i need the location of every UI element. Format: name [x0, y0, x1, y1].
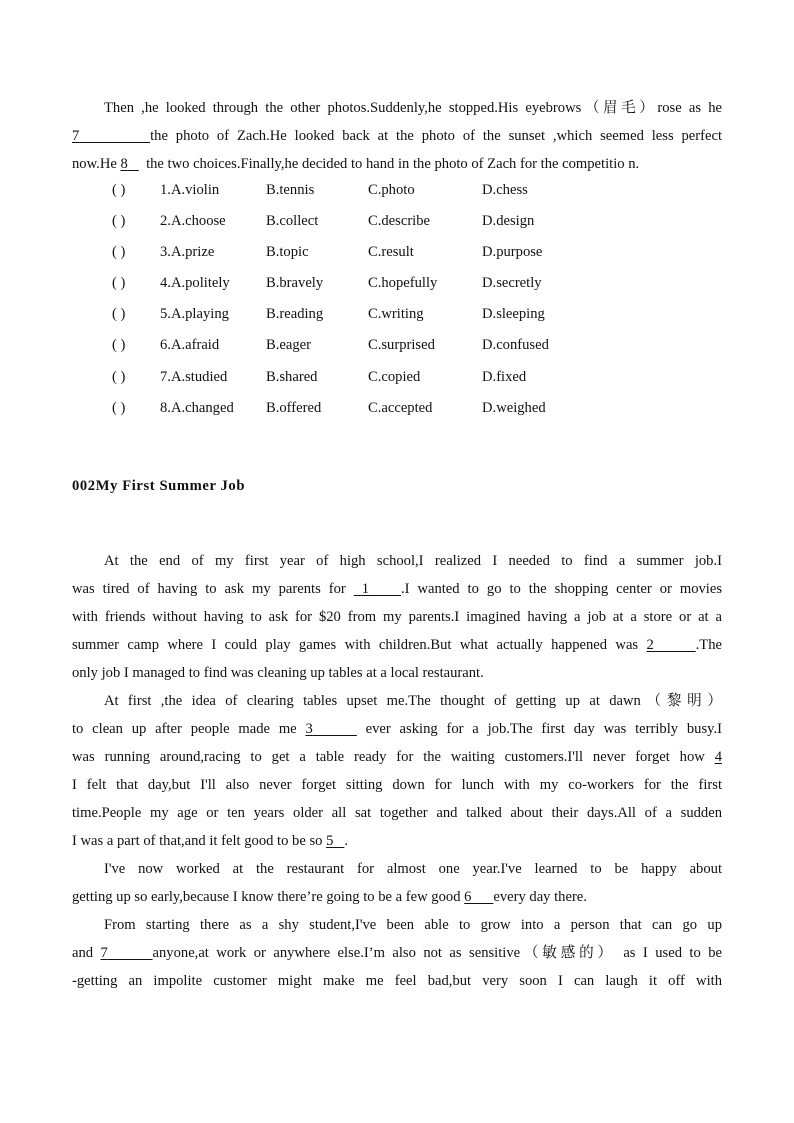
answer-bracket[interactable]: ( ) [112, 244, 126, 261]
option-d: D.secretly [482, 275, 542, 292]
passage1-blank-7: 7 [72, 128, 80, 144]
blank-2: 2 [646, 637, 654, 653]
option-c: C.writing [368, 306, 424, 323]
p2-line-3: was running around,racing to get a table ready for the waiting customers.I'll never forget how 4 [72, 749, 722, 765]
option-d: D.purpose [482, 244, 543, 261]
option-b: B.reading [266, 306, 324, 323]
p1-line-1: At the end of my first year of high school,I realized I needed to find a summer job.I [104, 553, 722, 569]
option-row [112, 182, 632, 213]
p2-line-1: At first ,the idea of clearing tables upset me.The thought of getting up at dawn（黎明） [104, 693, 722, 709]
option-a: 3.A.prize [160, 244, 215, 261]
passage1-line-3: now.He 8 the two choices.Finally,he decided to hand in the photo of Zach for the competitio n. [72, 156, 640, 172]
option-d: D.confused [482, 337, 549, 354]
p4-line-3: -getting an impolite customer might make me feel bad,but very soon I can laugh it off with [72, 973, 722, 989]
option-a: 8.A.changed [160, 399, 234, 416]
option-b: B.eager [266, 337, 311, 354]
answer-bracket[interactable]: ( ) [112, 337, 126, 354]
answer-bracket[interactable]: ( ) [112, 275, 126, 292]
option-b: B.topic [266, 244, 309, 261]
option-row [112, 400, 632, 431]
option-d: D.weighed [482, 399, 546, 416]
p3-line-1: I've now worked at the restaurant for almost one year.I've learned to be happy about [104, 861, 722, 877]
blank-1: 1 [361, 581, 370, 597]
passage2 [72, 547, 722, 995]
p2-line-5: time.People my age or ten years older all sat together and talked about their days.All of a sudden [72, 805, 722, 821]
answer-bracket[interactable]: ( ) [112, 368, 126, 385]
blank-6: 6 [464, 889, 472, 905]
option-row [112, 369, 632, 400]
blank-3: 3 [305, 721, 313, 737]
passage1-blank-8: 8 [120, 156, 128, 172]
passage1-line-2: 7 the photo of Zach.He looked back at the photo of the sunset ,which seemed less perfect [72, 128, 722, 144]
option-row [112, 337, 632, 368]
answer-bracket[interactable]: ( ) [112, 306, 126, 323]
passage1-paragraph [72, 94, 722, 178]
p1-line-3: with friends without having to ask for $20 from my parents.I imagined having a job at a store or at a [72, 609, 722, 625]
option-row [112, 275, 632, 306]
blank-5: 5 [326, 833, 334, 849]
p1-line-2: was tired of having to ask my parents for 1 .I wanted to go to the shopping center or movies [72, 581, 723, 597]
option-d: D.fixed [482, 368, 527, 385]
option-c: C.describe [368, 213, 431, 230]
option-a: 5.A.playing [160, 306, 229, 323]
p1-line-4: summer camp where I could play games with children.But what actually happened was 2 .The [72, 637, 722, 653]
p2-line-6: I was a part of that,and it felt good to be so 5 . [72, 833, 349, 849]
option-b: B.tennis [266, 182, 315, 198]
p2-line-4: I felt that day,but I'll also never forget sitting down for lunch with my co-workers for the first [72, 777, 722, 793]
option-a: 6.A.afraid [160, 337, 220, 354]
option-c: C.hopefully [368, 275, 438, 292]
option-c: C.photo [368, 182, 415, 198]
blank-7: 7 [100, 945, 108, 961]
option-b: B.collect [266, 213, 319, 230]
p4-line-2: and 7 anyone,at work or anywhere else.I’m also not as sensitive（敏感的） as I used to be [72, 945, 723, 961]
option-row [112, 213, 632, 244]
option-d: D.design [482, 213, 535, 230]
option-a: 1.A.violin [160, 182, 220, 198]
option-a: 4.A.politely [160, 275, 230, 292]
passage1-line-1: Then ,he looked through the other photos.Suddenly,he stopped.His eyebrows（眉毛）rose as he [104, 100, 722, 116]
answer-bracket[interactable]: ( ) [112, 213, 126, 230]
answer-bracket[interactable]: ( ) [112, 399, 126, 416]
blank-4: 4 [714, 749, 722, 765]
option-c: C.surprised [368, 337, 435, 354]
p1-line-5: only job I managed to find was cleaning up tables at a local restaurant. [72, 665, 484, 681]
answer-bracket[interactable]: ( ) [112, 182, 126, 198]
p2-line-2: to clean up after people made me 3 ever asking for a job.The first day was terribly busy.I [72, 721, 722, 737]
option-d: D.sleeping [482, 306, 545, 323]
option-c: C.result [368, 244, 414, 261]
p4-line-1: From starting there as a shy student,I've been able to grow into a person that can go up [104, 917, 722, 933]
p3-line-2: getting up so early,because I know there’re going to be a few good 6 every day there. [72, 889, 587, 905]
option-d: D.chess [482, 182, 528, 198]
option-a: 2.A.choose [160, 213, 226, 230]
section-heading: 002My First Summer Job [72, 478, 246, 494]
option-c: C.copied [368, 368, 421, 385]
option-c: C.accepted [368, 399, 433, 416]
options-list [112, 182, 632, 431]
option-b: B.offered [266, 399, 322, 416]
option-row [112, 306, 632, 337]
option-b: B.bravely [266, 275, 324, 292]
option-b: B.shared [266, 368, 318, 385]
option-a: 7.A.studied [160, 368, 228, 385]
option-row [112, 244, 632, 275]
